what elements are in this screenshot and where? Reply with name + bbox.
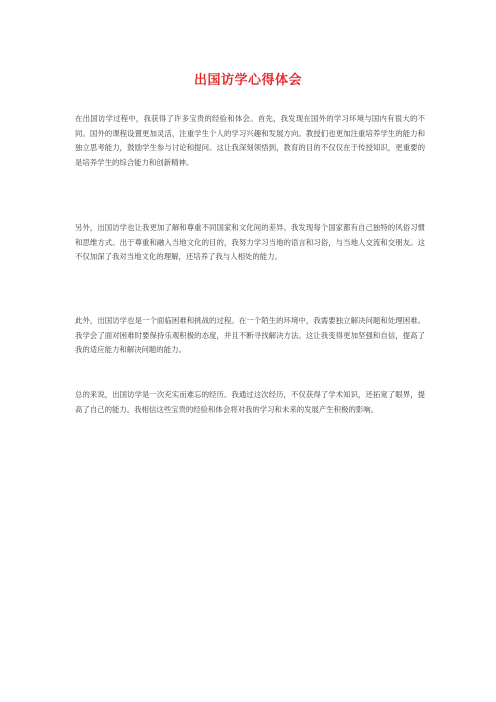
- paragraph-2: 另外，出国访学也让我更加了解和尊重不同国家和文化间的差异。我发现每个国家都有自己独特的风俗习惯和思维方式。出于尊重和融入当地文化的目的，我努力学习当地的语言和习俗，与当地人交流和交朋友。这不仅加深了我对当地文化的理解，还培养了我与人相处的能力。: [75, 223, 425, 261]
- paragraph-3: 此外，出国访学也是一个面临困难和挑战的过程。在一个陌生的环境中，我需要独立解决问题和处理困难。我学会了面对困难时要保持乐观积极的态度，并且不断寻找解决方法。这让我变得更加坚强和自信，提高了我的适应能力和解决问题的能力。: [75, 316, 425, 354]
- document-title: 出国访学心得体会: [193, 73, 302, 88]
- paragraph-4: 总的来说，出国访学是一次充实而难忘的经历。我通过这次经历，不仅获得了学术知识，还拓宽了眼界，提高了自己的能力。我相信这些宝贵的经验和体会将对我的学习和未来的发展产生积极的影响。: [75, 390, 425, 414]
- paragraph-1: 在出国访学过程中，我获得了许多宝贵的经验和体会。首先，我发现在国外的学习环境与国内有很大的不同。国外的课程设置更加灵活，注重学生个人的学习兴趣和发展方向。教授们也更加注重培养学生的能力和独立思考能力，鼓励学生参与讨论和提问。这让我深刻领悟到，教育的目的不仅仅在于传授知识，更重要的是培养学生的综合能力和创新精神。: [75, 114, 425, 167]
